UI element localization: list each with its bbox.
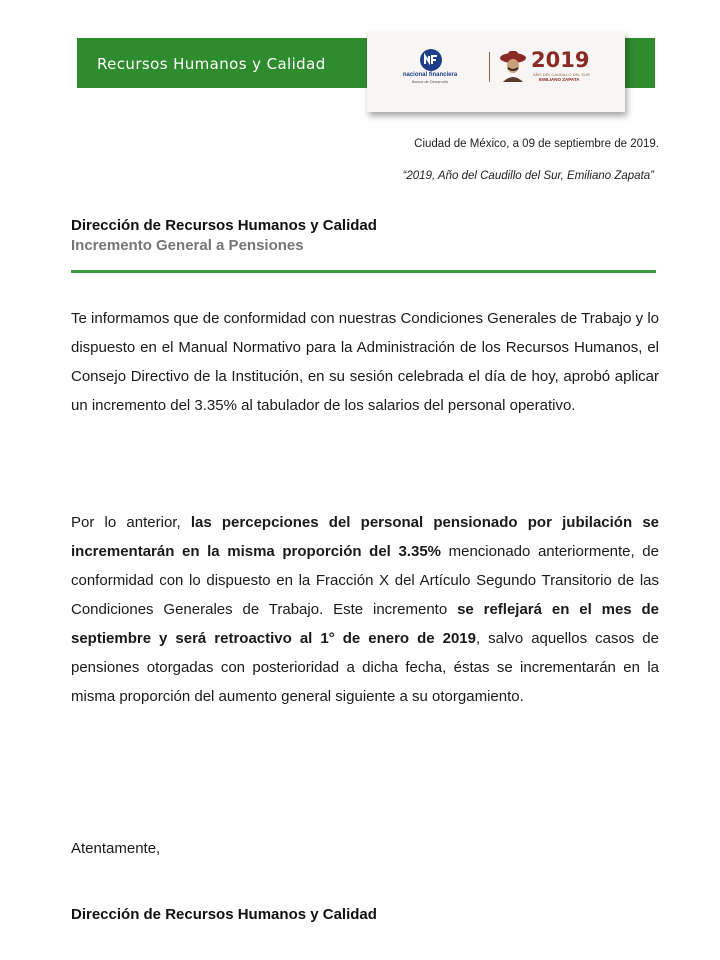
year-2019: 2019 <box>531 48 590 72</box>
paragraph-2-text-1: Por lo anterior, <box>71 514 191 531</box>
letter-date: Ciudad de México, a 09 de septiembre de 2019. <box>414 138 659 150</box>
paragraph-2-text-2: mencionado anteriormente, de conformidad con lo dispuesto en la Fracción X del Artículo Segundo Transitorio de las Condiciones Generales de Trabajo. Este incremento <box>71 543 659 618</box>
logo-card <box>367 32 625 112</box>
emiliano-zapata-portrait-icon <box>499 48 527 82</box>
year-subtitle-2: EMILIANO ZAPATA <box>539 77 580 82</box>
nacional-financiera-logo <box>397 48 463 88</box>
document-subheading: Incremento General a Pensiones <box>71 237 304 254</box>
banner-title: Recursos Humanos y Calidad <box>97 55 326 73</box>
paragraph-2 <box>71 508 659 711</box>
year-motto: “2019, Año del Caudillo del Sur, Emiliano Zapata” <box>402 170 654 182</box>
logo-tagline: Banca de Desarrollo <box>411 79 449 84</box>
paragraph-2-bold-1: las percepciones del personal pensionado por jubilación se incrementarán en la misma proporción del 3.35% <box>71 514 660 560</box>
logo-name: nacional financiera <box>402 72 458 78</box>
signature: Dirección de Recursos Humanos y Calidad <box>71 906 377 923</box>
paragraph-1: Te informamos que de conformidad con nuestras Condiciones Generales de Trabajo y lo dispuesto en el Manual Normativo para la Administración de los Recursos Humanos, el Consejo Directivo de la Institución, en su sesión celebrada el día de hoy, aprobó aplicar un incremento del 3.35% al tabulador de los salarios del personal operativo. <box>71 310 659 414</box>
nacional-financiera-logo-icon <box>419 48 443 72</box>
logo-divider <box>489 52 490 82</box>
heading-divider <box>71 270 656 273</box>
closing: Atentamente, <box>71 840 161 857</box>
paragraph-2-text-3: , salvo aquellos casos de pensiones otorgadas con posterioridad a dicha fecha, éstas se incrementarán en la misma proporción del aumento general siguiente a su otorgamiento. <box>71 630 659 705</box>
document-heading: Dirección de Recursos Humanos y Calidad <box>71 217 377 234</box>
paragraph-2-bold-2: se reflejará en el mes de septiembre y será retroactivo al 1° de enero de 2019 <box>71 601 659 647</box>
year-subtitle-1: AÑO DEL CAUDILLO DEL SUR <box>533 72 590 77</box>
